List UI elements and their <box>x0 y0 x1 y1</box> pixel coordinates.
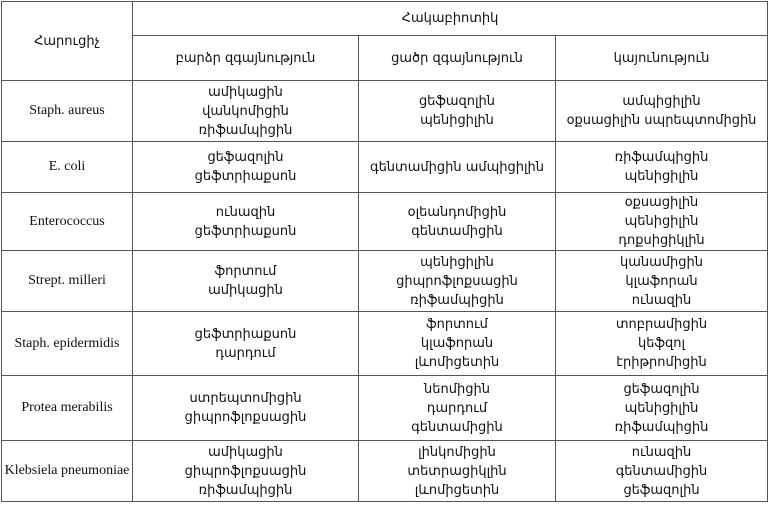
resistance-cell <box>556 193 768 251</box>
antibiotic-name: դարդում <box>426 400 488 416</box>
low-sensitivity-cell <box>359 376 556 441</box>
antibiotic-name: ունազին <box>631 292 692 308</box>
antibiotic-name: ցիպրոֆլոքսացին <box>184 463 307 479</box>
antibiotic-name: կանամիցին <box>620 254 703 270</box>
antibiotic-name: դոքսիցիկլին <box>618 233 705 248</box>
antibiotic-name: լևոմիցետին <box>414 355 500 370</box>
pathogen-name: Enterococcus <box>2 193 133 251</box>
antibiotic-name: ցեֆազոլին <box>623 381 700 397</box>
antibiotic-name: էրիթրոմիցին <box>616 355 707 370</box>
antibiotic-name: կլաֆորան <box>625 273 698 289</box>
low-sensitivity-cell <box>359 251 556 312</box>
antibiotic-name: տոբրամիցին <box>615 317 708 332</box>
antibiotic-name: ռիֆամպիցին <box>198 482 293 498</box>
antibiotic-name: լինկոմիցին <box>418 444 496 460</box>
antibiotic-name: օլեանդոմիցին <box>407 204 507 220</box>
resistance-cell <box>556 251 768 312</box>
antibiotic-name: օքսացիլին <box>624 195 699 210</box>
table-row <box>2 193 768 251</box>
antibiotic-name: պենիցիլին <box>624 400 699 416</box>
antibiotic-name: պենիցիլին <box>624 214 699 229</box>
high-sensitivity-cell <box>133 376 359 441</box>
low-sensitivity-cell <box>359 193 556 251</box>
table-row <box>2 81 768 142</box>
antibiotic-name: ամիկացին <box>208 84 283 100</box>
antibiotic-name: ամպիցիլին <box>622 94 701 109</box>
high-sensitivity-cell <box>133 142 359 193</box>
table-body <box>2 2 768 502</box>
low-sensitivity-cell <box>359 441 556 502</box>
antibiotic-name: ցեֆտրիաքսոն <box>194 169 297 184</box>
antibiotic-sensitivity-table <box>1 1 768 502</box>
antibiotic-name: օքսացիլին սպրեպտոմիցին <box>566 113 757 128</box>
antibiotic-name: դարդում <box>215 345 276 361</box>
antibiotic-name: կլաֆորան <box>420 336 494 351</box>
antibiotic-group-header: Հակաբիոտիկ <box>133 2 768 36</box>
antibiotic-name: պենիցիլին <box>624 169 699 184</box>
antibiotic-name: ցեֆազոլին <box>418 94 496 109</box>
table-row <box>2 142 768 193</box>
antibiotic-name: ցեֆտրիաքսոն <box>194 326 297 342</box>
low-sensitivity-cell <box>359 81 556 142</box>
antibiotic-name: լևոմիցետին <box>414 482 500 498</box>
table-row <box>2 376 768 441</box>
header-row-group <box>2 2 768 36</box>
pathogen-column-header: Հարուցիչ <box>2 2 133 81</box>
antibiotic-name: պենիցիլին <box>420 113 494 128</box>
resistance-cell <box>556 81 768 142</box>
antibiotic-name: ունազին <box>215 204 276 220</box>
pathogen-name: Staph. epidermidis <box>2 312 133 376</box>
antibiotic-name: ռիֆամպիցին <box>410 292 504 308</box>
table-row <box>2 312 768 376</box>
antibiotic-name: նեոմիցին <box>424 381 490 397</box>
pathogen-name: Staph. aureus <box>2 81 133 142</box>
antibiotic-name: ստրեպտոմիցին <box>189 391 302 406</box>
high-sensitivity-cell <box>133 193 359 251</box>
antibiotic-name: ցեֆազոլին <box>623 482 700 498</box>
pathogen-name: Strept. milleri <box>2 251 133 312</box>
column-header-resistance: կայունություն <box>556 36 768 81</box>
pathogen-name: Protea merabilis <box>2 376 133 441</box>
antibiotic-name: ցիպրոֆլոքսացին <box>396 273 518 289</box>
antibiotic-name: ռիֆամպիցին <box>614 150 709 165</box>
antibiotic-name: գենտամիցին <box>411 223 503 239</box>
table-row <box>2 441 768 502</box>
pathogen-name: Klebsiela pneumoniae <box>2 441 133 502</box>
antibiotic-name: ռիֆամպիցին <box>198 122 293 138</box>
antibiotic-name: գենտամիցին ամպիցիլին <box>370 159 544 175</box>
antibiotic-name: ցիպրոֆլոքսացին <box>184 410 307 425</box>
resistance-cell <box>556 441 768 502</box>
pathogen-name: E. coli <box>2 142 133 193</box>
antibiotic-name: ֆորտում <box>426 317 488 332</box>
antibiotic-name: ցեֆազոլին <box>207 150 284 165</box>
high-sensitivity-cell <box>133 81 359 142</box>
antibiotic-name: գենտամիցին <box>615 463 708 479</box>
antibiotic-name: վանկոմիցին <box>202 103 289 119</box>
low-sensitivity-cell <box>359 312 556 376</box>
antibiotic-name: ամիկացին <box>208 444 283 460</box>
column-header-low-sensitivity: ցածր զգայնություն <box>359 36 556 81</box>
resistance-cell <box>556 142 768 193</box>
antibiotic-name: ցեֆտրիաքսոն <box>194 223 297 239</box>
column-header-high-sensitivity: բարձր զգայնություն <box>133 36 359 81</box>
antibiotic-name: ունազին <box>631 444 692 460</box>
high-sensitivity-cell <box>133 441 359 502</box>
antibiotic-name: ռիֆամպիցին <box>614 419 709 435</box>
antibiotic-name: տետրացիկլին <box>407 463 507 479</box>
antibiotic-name: պենիցիլին <box>420 254 494 270</box>
antibiotic-name: կեֆզոլ <box>638 336 685 351</box>
resistance-cell <box>556 312 768 376</box>
resistance-cell <box>556 376 768 441</box>
high-sensitivity-cell <box>133 251 359 312</box>
antibiotic-name: գենտամիցին <box>411 419 503 435</box>
antibiotic-name: ֆորտում <box>214 264 277 279</box>
high-sensitivity-cell <box>133 312 359 376</box>
antibiotic-name: ամիկացին <box>208 283 283 298</box>
table-row <box>2 251 768 312</box>
low-sensitivity-cell <box>359 142 556 193</box>
